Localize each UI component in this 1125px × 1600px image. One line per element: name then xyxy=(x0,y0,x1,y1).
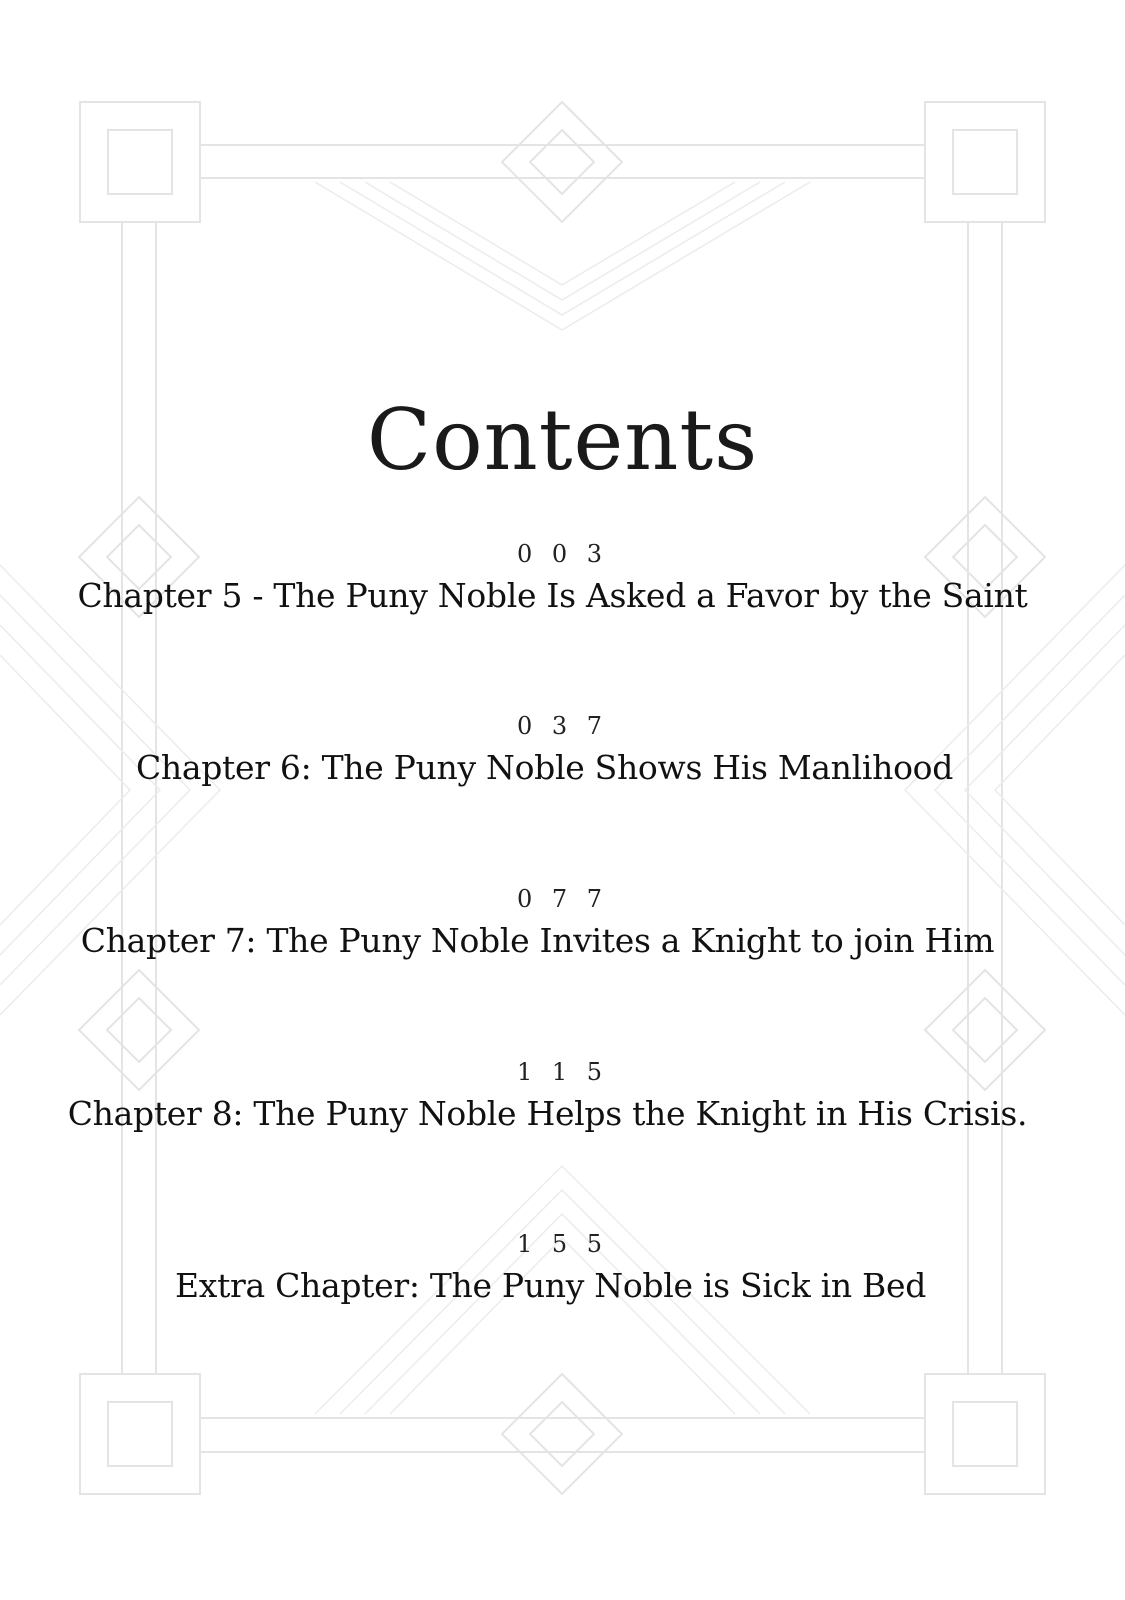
toc-chapter-title: Chapter 6: The Puny Noble Shows His Manlihood xyxy=(135,748,954,787)
toc-page-number: 1 1 5 xyxy=(516,1058,609,1086)
toc-entry[interactable] xyxy=(0,714,1125,786)
toc-chapter-title: Chapter 8: The Puny Noble Helps the Knight in His Crisis. xyxy=(67,1094,1028,1133)
corner-square-bl xyxy=(80,1374,200,1494)
toc-entry[interactable] xyxy=(0,1232,1125,1304)
toc-entry[interactable] xyxy=(0,542,1125,614)
toc-entry[interactable] xyxy=(0,887,1125,959)
toc-page-number: 0 0 3 xyxy=(516,540,609,568)
toc-page-number: 1 5 5 xyxy=(516,1230,609,1258)
corner-square-br xyxy=(925,1374,1045,1494)
corner-square-tr xyxy=(925,102,1045,222)
toc-page-number: 0 7 7 xyxy=(516,885,609,913)
corner-square-tl xyxy=(80,102,200,222)
toc-chapter-title: Chapter 5 - The Puny Noble Is Asked a Favor by the Saint xyxy=(77,576,1028,615)
page-title: Contents xyxy=(366,391,759,490)
toc-chapter-title: Extra Chapter: The Puny Noble is Sick in Bed xyxy=(174,1266,927,1305)
toc-entry[interactable] xyxy=(0,1060,1125,1132)
toc-page-number: 0 3 7 xyxy=(516,712,609,740)
toc-chapter-title: Chapter 7: The Puny Noble Invites a Knight to join Him xyxy=(80,921,995,960)
